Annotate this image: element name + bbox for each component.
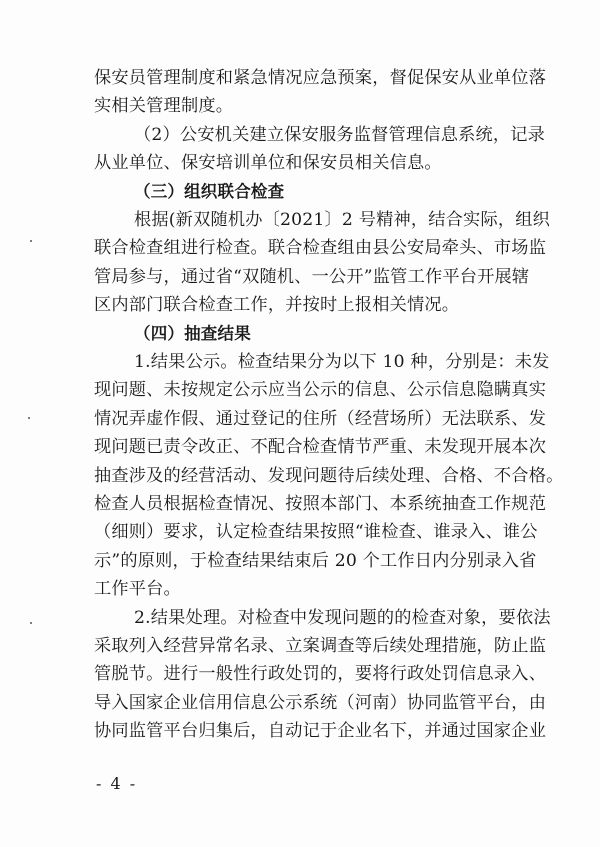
text-line-14: 现问题已责令改正、不配合检查情节严重、未发现开展本次 xyxy=(94,437,547,458)
text-line-9: 区内部门联合检查工作，并按时上报相关情况。 xyxy=(94,295,460,316)
text-line-18: 示”的原则，于检查结果结束后 20 个工作日内分别录入省 xyxy=(94,550,537,571)
text-line-8: 管局参与，通过省“双随机、一公开”监管工作平台开展辖 xyxy=(94,266,530,287)
text-line-15: 抽查涉及的经营活动、发现问题待后续处理、合格、不合格。 xyxy=(94,465,564,486)
text-line-21: 采取列入经营异常名录、立案调查等后续处理措施，防止监 xyxy=(94,636,547,656)
text-line-4: 从业单位、保安培训单位和保安员相关信息。 xyxy=(94,153,442,174)
text-line-23: 导入国家企业信用信息公示系统（河南）协同监管平台，由 xyxy=(94,692,547,713)
scan-speck xyxy=(30,240,32,242)
text-line-2: 实相关管理制度。 xyxy=(94,96,234,117)
text-line-3: （2）公安机关建立保安服务监督管理信息系统，记录 xyxy=(134,124,546,145)
scan-speck xyxy=(28,417,30,419)
text-line-6: 根据(新双随机办〔2021〕2 号精神，结合实际，组织 xyxy=(134,210,550,230)
text-line-13: 情况弄虚作假、通过登记的住所（经营场所）无法联系、发 xyxy=(94,408,547,429)
text-line-24: 协同监管平台归集后，自动记于企业名下，并通过国家企业 xyxy=(94,721,547,742)
text-line-1: 保安员管理制度和紧急情况应急预案，督促保安从业单位落 xyxy=(94,68,547,88)
text-line-16: 检查人员根据检查情况、按照本部门、本系统抽查工作规范 xyxy=(94,494,547,514)
text-line-7: 联合检查组进行检查。联合检查组由县公安局牵头、市场监 xyxy=(94,238,547,259)
scan-speck xyxy=(30,622,32,624)
text-line-19: 工作平台。 xyxy=(94,579,181,600)
text-line-17: （细则）要求，认定检查结果按照“谁检查、谁录入、谁公 xyxy=(94,522,538,543)
text-line-20: 2.结果处理。对检查中发现问题的的检查对象，要依法 xyxy=(134,607,551,628)
text-line-11: 1.结果公示。检查结果分为以下 10 种，分别是：未发 xyxy=(134,352,550,372)
section-heading-4: （四）抽查结果 xyxy=(134,323,251,343)
text-line-12: 现问题、未按规定公示应当公示的信息、公示信息隐瞒真实 xyxy=(94,380,547,401)
section-heading-3: （三）组织联合检查 xyxy=(134,181,285,201)
page-number: - 4 - xyxy=(96,774,138,793)
text-line-22: 管脱节。进行一般性行政处罚的，要将行政处罚信息录入、 xyxy=(94,664,547,685)
